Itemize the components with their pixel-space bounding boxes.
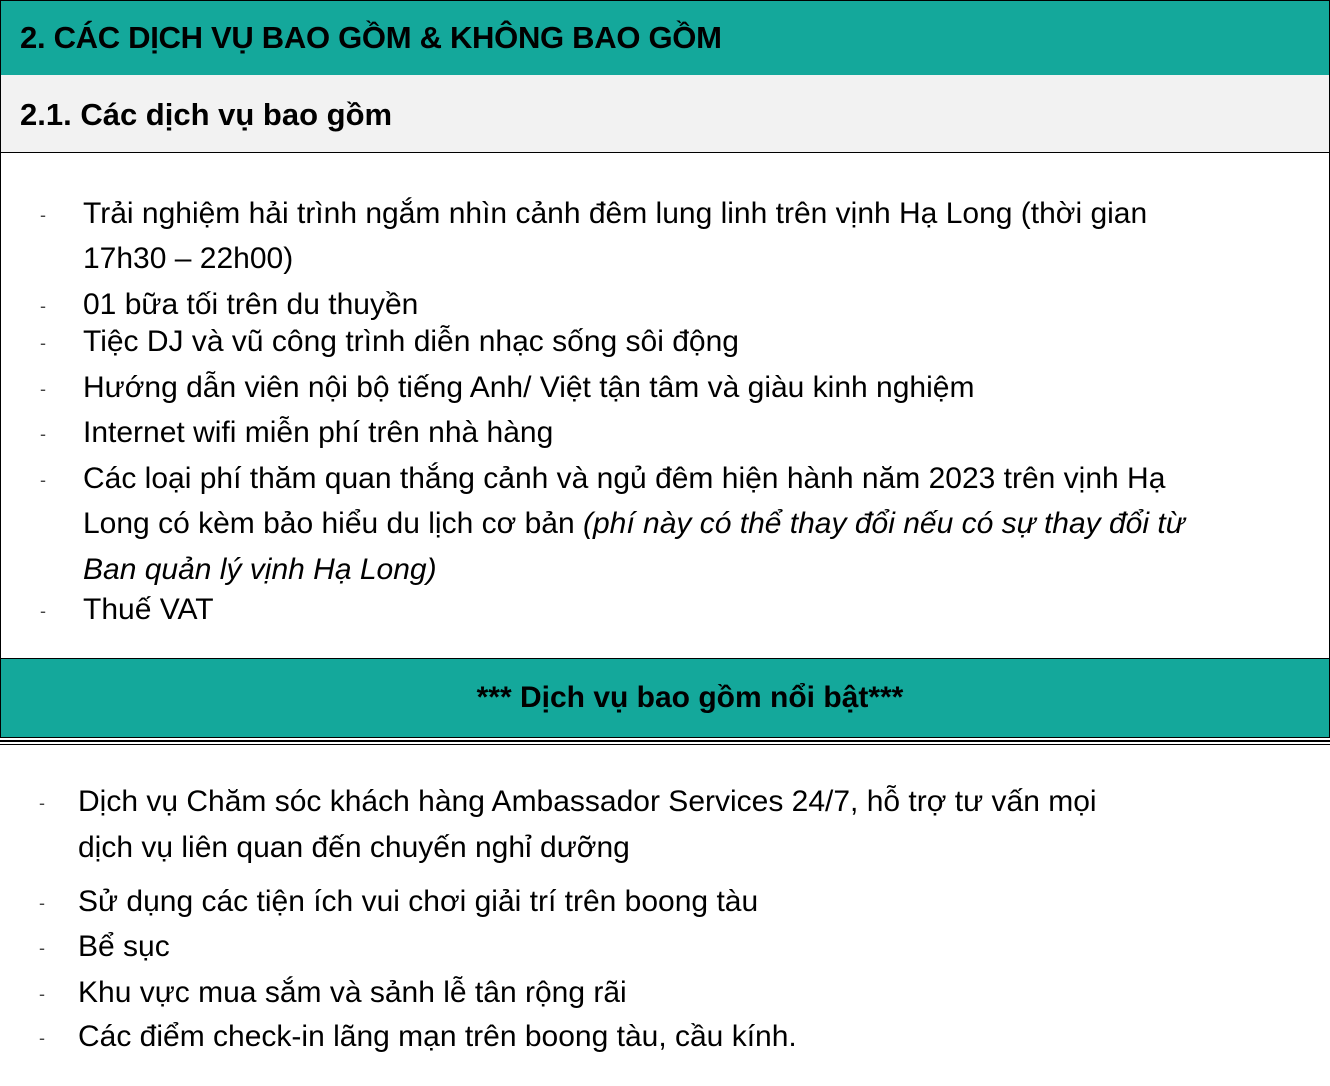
dash-marker: - [39,793,45,813]
list-item-text: dịch vụ liên quan đến chuyến nghỉ dưỡng [78,831,630,864]
subsection-header-bar [0,75,1330,153]
list-item-text [83,507,1313,541]
list-item-text: 01 bữa tối trên du thuyền [83,288,419,321]
section-header-bar [0,0,1330,76]
list-item-text-normal: Long có kèm bảo hiểu du lịch cơ bản [83,507,583,540]
list-item-note-italic: Ban quản lý vịnh Hạ Long) [83,553,437,586]
list-item-text: Dịch vụ Chăm sóc khách hàng Ambassador Services 24/7, hỗ trợ tư vấn mọi [78,785,1097,818]
dash-marker: - [40,470,46,490]
list-item-note-italic: (phí này có thể thay đổi nếu có sự thay đổi từ [583,507,1185,540]
list-item-text: Tiệc DJ và vũ công trình diễn nhạc sống sôi động [83,325,739,358]
dash-marker: - [40,333,46,353]
dash-marker: - [39,893,45,913]
dash-marker: - [40,601,46,621]
dash-marker: - [40,379,46,399]
double-divider [0,740,1330,745]
dash-marker: - [39,938,45,958]
list-item-text: Thuế VAT [83,593,214,626]
list-item-text: Internet wifi miễn phí trên nhà hàng [83,416,554,449]
dash-marker: - [39,984,45,1004]
highlight-services-box [0,750,1330,1086]
list-item-text: Các điểm check-in lãng mạn trên boong tàu, cầu kính. [78,1020,797,1053]
highlight-title: *** Dịch vụ bao gồm nổi bật*** [476,681,904,714]
list-item-text: Hướng dẫn viên nội bộ tiếng Anh/ Việt tận tâm và giàu kinh nghiệm [83,371,975,404]
list-item-text: Sử dụng các tiện ích vui chơi giải trí trên boong tàu [78,885,759,918]
dash-marker: - [39,1028,45,1048]
dash-marker: - [40,296,46,316]
list-item-text: 17h30 – 22h00) [83,242,294,275]
dash-marker: - [40,205,46,225]
list-item-text: Các loại phí thăm quan thắng cảnh và ngủ đêm hiện hành năm 2023 trên vịnh Hạ [83,462,1166,495]
included-services-box [0,153,1330,658]
highlight-header-bar [0,658,1330,738]
subsection-title: 2.1. Các dịch vụ bao gồm [20,97,393,132]
list-item-text: Bể sục [78,930,170,963]
list-item-text: Trải nghiệm hải trình ngắm nhìn cảnh đêm lung linh trên vịnh Hạ Long (thời gian [83,197,1148,230]
dash-marker: - [40,424,46,444]
list-item-text: Khu vực mua sắm và sảnh lễ tân rộng rãi [78,976,627,1009]
section-title: 2. CÁC DỊCH VỤ BAO GỒM & KHÔNG BAO GỒM [20,20,722,55]
